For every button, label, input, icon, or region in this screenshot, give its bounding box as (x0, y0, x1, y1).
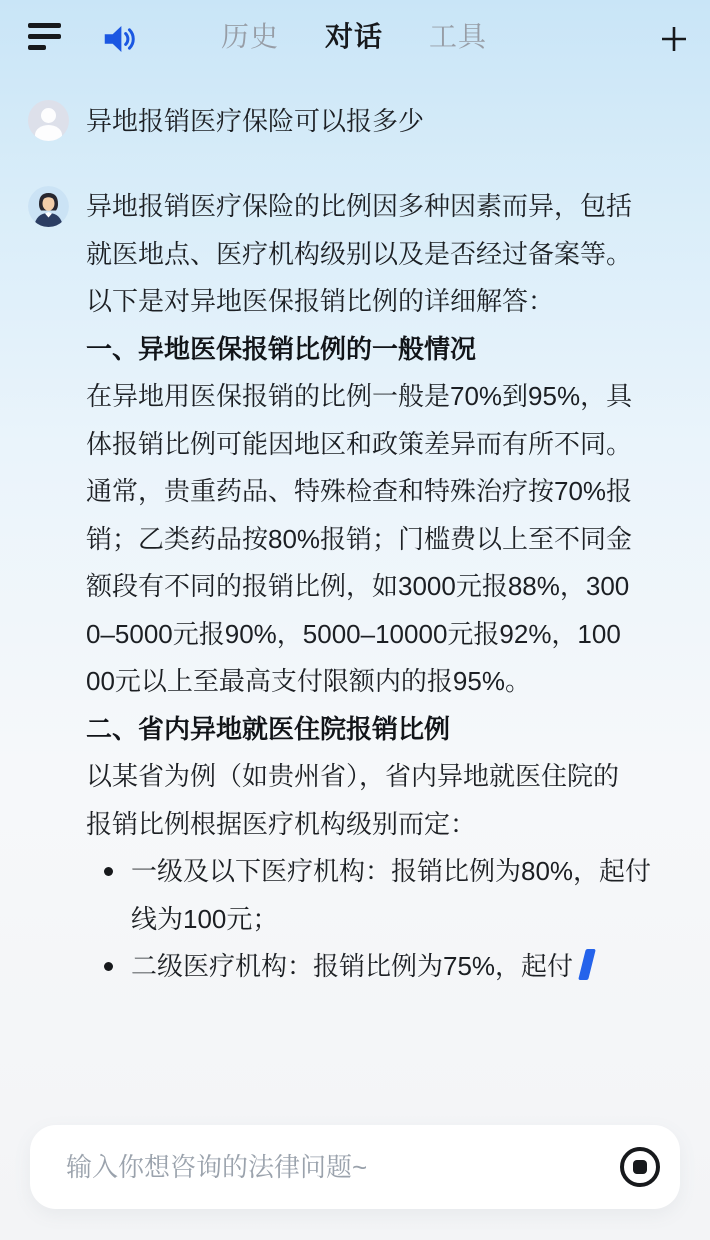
text-line: 线为100元； (131, 903, 279, 934)
text-line: 二、省内异地就医住院报销比例 (86, 713, 451, 744)
user-avatar-body (35, 125, 62, 141)
text-line: 以某省为例（如贵州省），省内异地就医住院的 (86, 761, 620, 791)
composer-bar (30, 1125, 680, 1209)
paragraph (86, 753, 651, 848)
plus-icon[interactable] (655, 20, 693, 58)
text-line: 00元以上至最高支付限额内的报95%。 (86, 666, 531, 696)
text-line: 0–5000元报90%，5000–10000元报92%，100 (86, 618, 621, 649)
text-line: 一、异地医保报销比例的一般情况 (86, 333, 477, 364)
tab-tools[interactable]: 工具 (429, 21, 488, 52)
tab-dialog[interactable]: 对话 (325, 21, 384, 52)
question-input[interactable] (30, 1152, 620, 1183)
chat-area (0, 70, 710, 991)
text-line: 报销比例根据医疗机构级别而定： (86, 808, 477, 839)
bullet-icon (104, 867, 113, 876)
user-message-text: 异地报销医疗保险可以报多少 (86, 105, 425, 136)
bullet-text (131, 943, 592, 991)
user-avatar (28, 100, 69, 141)
bullet-item (86, 943, 651, 991)
assistant-message (0, 186, 710, 991)
text-line: 异地报销医疗保险的比例因多种因素而异，包括 (86, 191, 633, 221)
stop-square (633, 1160, 647, 1174)
bullet-text (131, 848, 651, 943)
speaker-icon[interactable] (100, 20, 138, 58)
text-line: 体报销比例可能因地区和政策差异而有所不同。 (86, 428, 633, 459)
section-heading (86, 706, 651, 754)
text-line: 以下是对异地医保报销比例的详细解答： (86, 286, 555, 316)
text-line: 通常，贵重药品、特殊检查和特殊治疗按70%报 (86, 476, 633, 506)
text-line: 额段有不同的报销比例，如3000元报88%，300 (86, 571, 630, 601)
menu-icon[interactable] (28, 22, 62, 50)
text-line: 就医地点、医疗机构级别以及是否经过备案等。 (86, 238, 633, 269)
menu-bar (28, 23, 61, 28)
text-line: 在异地用医保报销的比例一般是70%到95%，具 (86, 381, 633, 411)
assistant-message-content (86, 183, 651, 991)
section-heading (86, 326, 651, 374)
bullet-item (86, 848, 651, 943)
menu-bar (28, 34, 61, 39)
paragraph (86, 183, 651, 326)
streaming-cursor (578, 949, 596, 980)
bullet-icon (104, 962, 113, 971)
text-line: 销；乙类药品按80%报销；门槛费以上至不同金 (86, 523, 633, 554)
text-line: 一级及以下医疗机构：报销比例为80%，起付 (131, 856, 652, 886)
assistant-avatar (28, 186, 69, 227)
user-message (0, 100, 710, 141)
menu-bar (28, 45, 46, 50)
stop-icon[interactable] (620, 1147, 660, 1187)
top-bar (0, 0, 710, 70)
text-line: 二级医疗机构：报销比例为75%，起付 (131, 943, 592, 991)
paragraph (86, 373, 651, 706)
user-avatar-head (41, 108, 56, 123)
tab-history[interactable]: 历史 (221, 21, 280, 52)
tab-bar (221, 0, 487, 70)
